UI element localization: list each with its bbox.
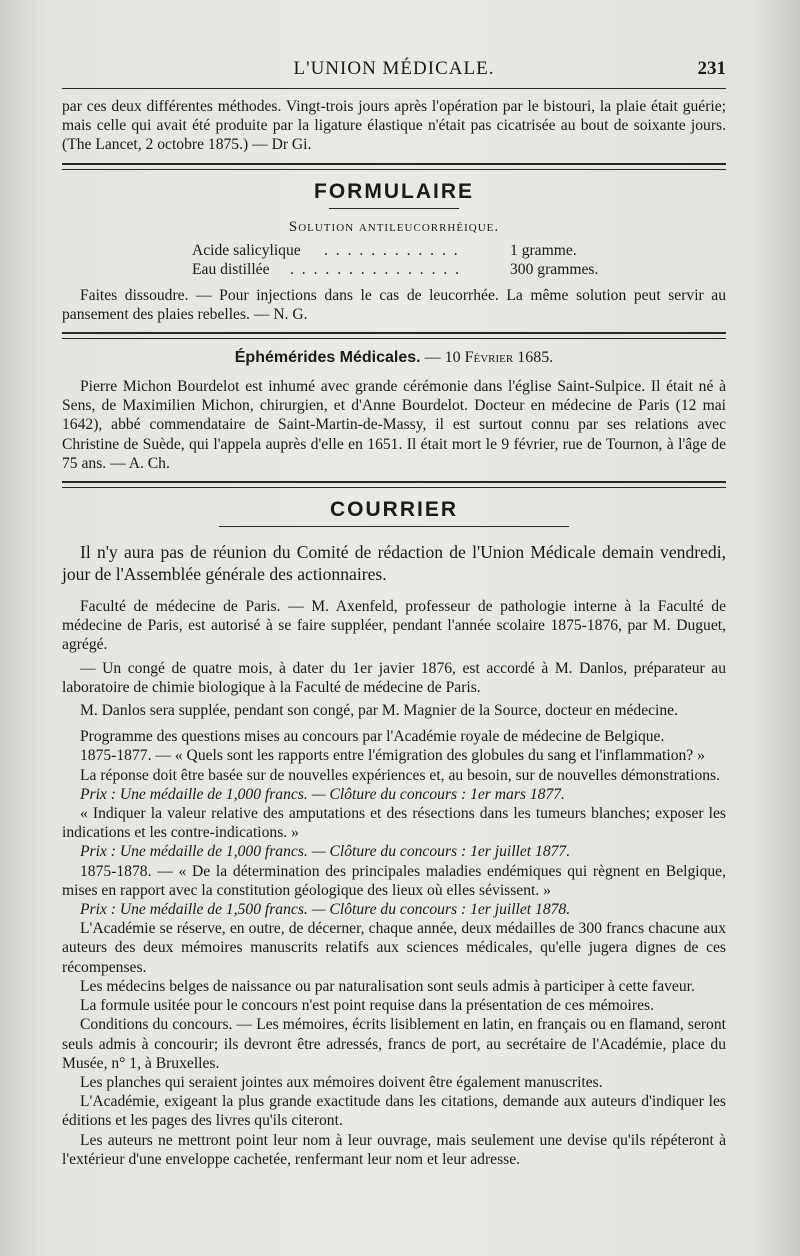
courrier-paragraph: Les planches qui seraient jointes aux mémoires doivent être également manuscrites.	[80, 1073, 603, 1091]
recipe-item	[62, 242, 726, 261]
courrier-paragraph: Faculté de médecine de Paris. — M. Axenfeld, professeur de pathologie interne à la Faculté de médecine de Paris, est autorisé à se faire suppléer, pendant l'année scolaire 1875-1876, par M. Duguet, agrégé.	[62, 598, 726, 654]
leader-dots: . . . . . . . . . . . .	[324, 241, 460, 259]
courrier-title: COURRIER	[329, 498, 458, 522]
courrier-paragraph: M. Danlos sera supplée, pendant son congé, par M. Magnier de la Source, docteur en médecine.	[80, 702, 678, 720]
page-number: 231	[697, 58, 726, 79]
courrier-paragraph: L'Académie se réserve, en outre, de décerner, chaque année, deux médailles de 300 francs chacune aux auteurs des deux mémoires manuscrits relatifs aux sciences médicales, qu'elle jugera dignes de ces récompenses.	[62, 920, 726, 976]
title-underline	[219, 526, 569, 527]
leader-dots: . . . . . . . . . . . . . . .	[290, 260, 462, 278]
courrier-paragraph: L'Académie, exigeant la plus grande exactitude dans les citations, demande aux auteurs d'indiquer les éditions et les pages des livres qu'ils citeront.	[62, 1093, 726, 1130]
courrier-paragraph: « Indiquer la valeur relative des amputations et des résections dans les tumeurs blanches; exposer les indications et les contre-indications. »	[62, 805, 726, 842]
title-underline	[329, 208, 459, 209]
page-content	[62, 54, 726, 1169]
ingredient-name: Acide salicylique	[192, 241, 301, 259]
recipe-list	[62, 242, 726, 280]
prize-line: Prix : Une médaille de 1,500 francs. — Clôture du concours : 1er juillet 1878.	[80, 901, 571, 919]
section-divider	[62, 332, 726, 339]
formulaire-text: Faites dissoudre. — Pour injections dans le cas de leucorrhée. La même solution peut servir au pansement des plaies rebelles. — N. G.	[62, 286, 726, 323]
courrier-paragraph: La réponse doit être basée sur de nouvelles expériences et, au besoin, sur de nouvelles démonstrations.	[80, 766, 721, 784]
ingredient-quantity: 1 gramme.	[510, 241, 577, 259]
ephemerides-title: Éphémérides Médicales.	[234, 349, 421, 367]
courrier-paragraph: 1875-1878. — « De la détermination des principales maladies endémiques qui règnent en Belgique, mises en rapport avec la constitution géologique des lieux où elles sévissent. »	[62, 862, 726, 899]
prize-line: Prix : Une médaille de 1,000 francs. — Clôture du concours : 1er mars 1877.	[80, 785, 565, 803]
courrier-paragraph: — Un congé de quatre mois, à dater du 1er javier 1876, est accordé à M. Danlos, préparateur au laboratoire de chimie biologique à la Faculté de médecine de Paris.	[62, 659, 726, 696]
section-divider	[62, 163, 726, 170]
courrier-paragraph: 1875-1877. — « Quels sont les rapports entre l'émigration des globules du sang et l'inflammation? »	[80, 747, 705, 765]
courrier-paragraph: La formule usitée pour le concours n'est point requise dans la présentation de ces mémoires.	[80, 997, 654, 1015]
ingredient-name: Eau distillée	[192, 260, 270, 278]
formulaire-title: FORMULAIRE	[314, 179, 474, 203]
recipe-item	[62, 261, 726, 280]
formulaire-subtitle: Solution antileucorrhéique.	[288, 218, 500, 235]
intro-paragraph: par ces deux différentes méthodes. Vingt-trois jours après l'opération par le bistouri, la plaie était guérie; mais celle qui avait été produite par la ligature élastique n'était pas cicatrisée au bout de soixante jours. (The Lancet, 2 octobre 1875.) — Dr Gi.	[62, 98, 726, 154]
running-header	[62, 54, 726, 89]
courrier-paragraph: Conditions du concours. — Les mémoires, écrits lisiblement en latin, en français ou en flamand, seront seuls admis à concourir; ils devront être adressés, francs de port, au secrétaire de l'Académie, place du Musée, n° 1, à Bruxelles.	[62, 1016, 726, 1072]
ephemerides-text: Pierre Michon Bourdelot est inhumé avec grande cérémonie dans l'église Saint-Sulpice. Il était né à Sens, de Maximilien Michon, chirurgien, et d'Anne Bourdelot. Docteur en médecine de Paris (12 mai 1642), abbé commendataire de Saint-Martin-de-Massy, il est surtout connu par ses relations avec Christine de Suède, qui l'appela auprès d'elle en 1651. Il était mort le 9 février, rue de Tournon, à l'âge de 75 ans. — A. Ch.	[62, 378, 726, 472]
courrier-paragraph: Les médecins belges de naissance ou par naturalisation sont seuls admis à participer à cette faveur.	[80, 977, 695, 995]
ephemerides-heading	[62, 349, 726, 367]
prize-line: Prix : Une médaille de 1,000 francs. — Clôture du concours : 1er juillet 1877.	[80, 843, 571, 861]
ingredient-quantity: 300 grammes.	[510, 260, 599, 278]
courrier-paragraph: Les auteurs ne mettront point leur nom à leur ouvrage, mais seulement une devise qu'ils répéteront à l'extérieur d'une enveloppe cachetée, renfermant leur nom et leur adresse.	[62, 1131, 726, 1168]
journal-title: L'UNION MÉDICALE.	[293, 58, 495, 79]
section-divider	[62, 481, 726, 488]
courrier-notice: Il n'y aura pas de réunion du Comité de rédaction de l'Union Médicale demain vendredi, jour de l'Assemblée générale des actionnaires.	[62, 542, 726, 585]
courrier-paragraph: Programme des questions mises au concours par l'Académie royale de médecine de Belgique.	[80, 728, 665, 746]
ephemerides-date: — 10 Février 1685.	[424, 349, 554, 367]
